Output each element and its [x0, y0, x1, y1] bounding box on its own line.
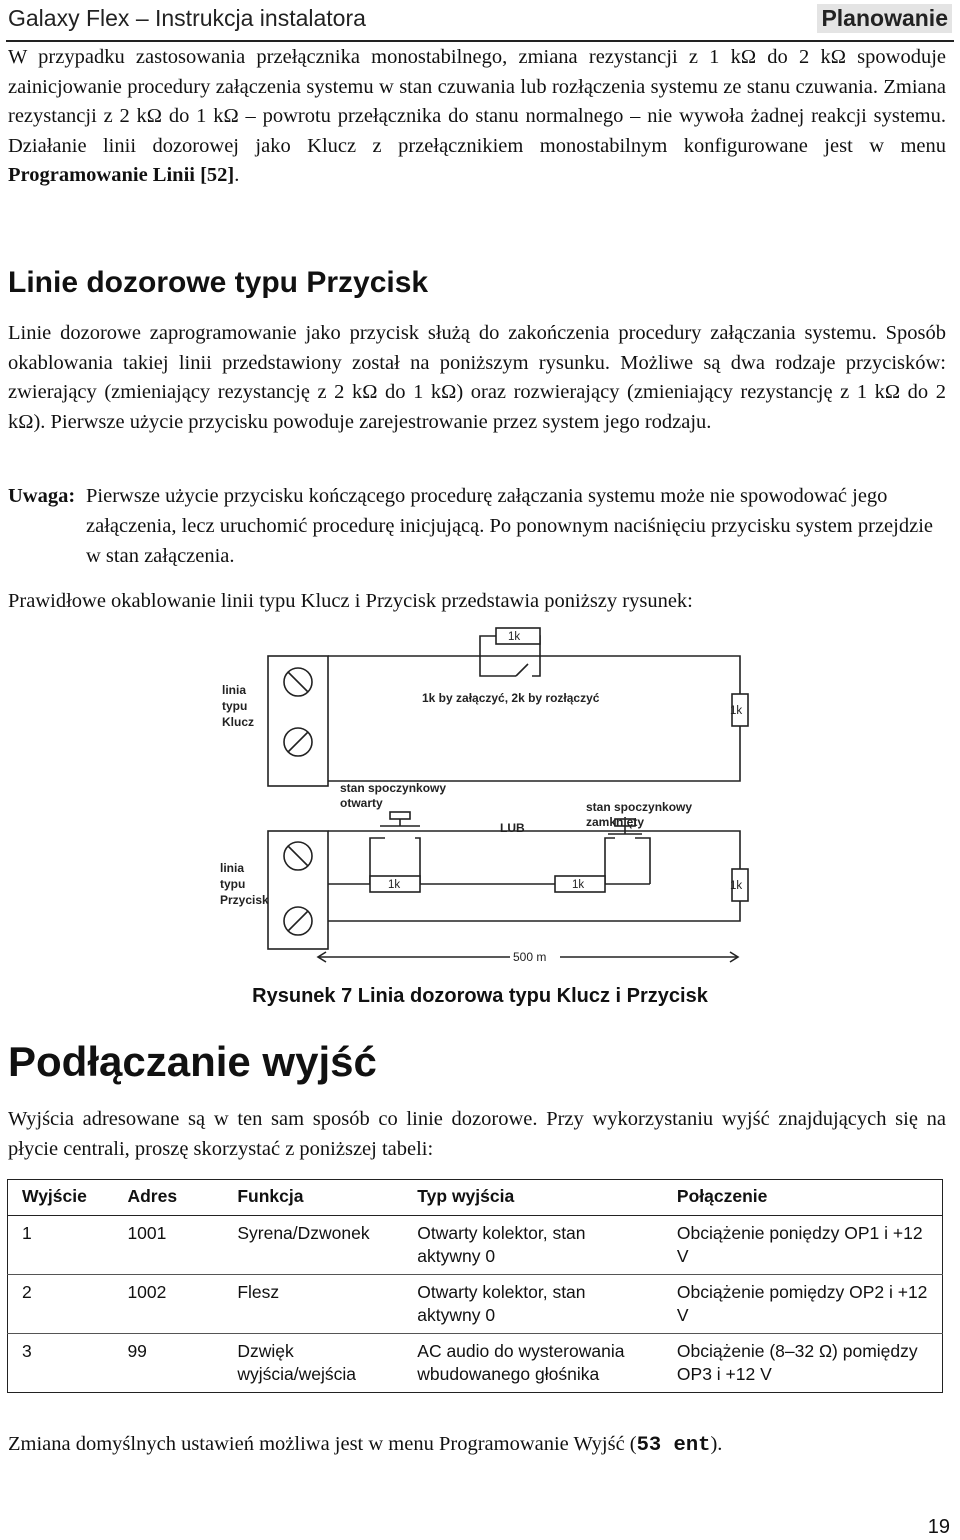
note-label: Uwaga:	[8, 485, 76, 507]
footer-note-end: ).	[710, 1433, 723, 1455]
header-rule	[6, 40, 954, 42]
outputs-table	[7, 1179, 943, 1393]
res-label: 1k	[508, 631, 521, 643]
paragraph-button: Linie dozorowe zaprogramowanie jako przycisk służą do zakończenia procedury załączania systemu. Sposób okablowania takiej linii przedstawiony został na poniższym rysunku. Możliwe są dwa rodzaje przycisków: zwierający (zmieniający rezystancję z 2 kΩ do 1 kΩ) oraz rozwierający (zmieniający rezystancję z 1 kΩ do 2 kΩ). Pierwsze użycie przycisku powoduje zarejestrowanie przez system jego rodzaju.	[8, 322, 946, 433]
col-header: Typ wyjścia	[403, 1180, 663, 1216]
or-label: LUB	[500, 821, 525, 835]
paragraph-key-switch-end: .	[234, 164, 240, 186]
paragraph-key-switch	[8, 43, 946, 191]
page-number: 19	[927, 1516, 950, 1538]
col-header: Wyjście	[8, 1180, 114, 1216]
footer-note-text: Zmiana domyślnych ustawień możliwa jest w menu Programowanie Wyjść (	[8, 1433, 637, 1455]
figure-caption: Rysunek 7 Linia dozorowa typu Klucz i Przycisk	[252, 985, 708, 1007]
terminal-block-button	[268, 831, 328, 949]
open-state-label: stan spoczynkowy otwarty	[340, 781, 447, 810]
note-text: Pierwsze użycie przycisku kończącego procedurę załączania systemu może nie spowodować jego załączenia, lecz uruchomić procedurę inicjującą. Po ponownym naciśnięciu przycisku system przejdzie w stan załączenia.	[86, 485, 933, 567]
table-cell: 3	[8, 1334, 114, 1393]
table-cell: Obciążenie poniędzy OP1 i +12 V	[676, 1223, 923, 1266]
table-cell: 2	[8, 1275, 114, 1334]
table-cell: Dzwięk wyjścia/wejścia	[223, 1334, 403, 1393]
key-note: 1k by załączyć, 2k by rozłączyć	[422, 691, 600, 705]
distance-label: 500 m	[513, 950, 547, 964]
res-label: 1k	[730, 705, 743, 717]
menu-code: 53 ent	[636, 1434, 711, 1457]
col-header: Funkcja	[223, 1180, 403, 1216]
terminal-block-key	[268, 656, 328, 786]
closed-state-label: stan spoczynkowy zamknięty	[586, 800, 693, 829]
table-row	[8, 1334, 943, 1393]
footer-note	[8, 1430, 946, 1461]
col-header: Połączenie	[663, 1180, 943, 1216]
table-cell: 99	[113, 1334, 223, 1393]
menu-reference: Programowanie Linii [52]	[8, 164, 235, 186]
paragraph-outputs: Wyjścia adresowane są w ten sam sposób co linie dozorowe. Przy wykorzystaniu wyjść znajdujących się na płycie centrali, proszę skorzystać z poniższej tabeli:	[8, 1108, 946, 1160]
table-row	[8, 1216, 943, 1275]
header-section: Planowanie	[817, 4, 952, 33]
table-cell: Obciążenie (8–32 Ω) pomiędzy OP3 i +12 V	[663, 1334, 943, 1393]
table-row	[8, 1275, 943, 1334]
table-cell: Obciążenie pomiędzy OP2 i +12 V	[663, 1275, 943, 1334]
chapter-title: Podłączanie wyjść	[8, 1038, 377, 1085]
table-cell: Syrena/Dzwonek	[237, 1223, 370, 1243]
key-line-label: linia typu Klucz	[222, 683, 255, 729]
col-header: Adres	[113, 1180, 223, 1216]
res-label: 1k	[388, 879, 401, 891]
res-label: 1k	[572, 879, 585, 891]
table-cell: 1	[22, 1223, 32, 1243]
note-block	[8, 481, 946, 571]
header-title: Galaxy Flex – Instrukcja instalatora	[8, 5, 366, 31]
table-cell: AC audio do wysterowania wbudowanego głośnika	[403, 1334, 663, 1393]
button-line-label: linia typu Przycisk	[220, 861, 269, 907]
table-header-row	[8, 1180, 943, 1216]
wiring-diagram	[210, 626, 770, 972]
switch-contact	[516, 664, 528, 676]
res-label: 1k	[730, 880, 743, 892]
section-title: Linie dozorowe typu Przycisk	[8, 266, 429, 299]
table-cell: Otwarty kolektor, stan aktywny 0	[403, 1275, 663, 1334]
table-cell: 1002	[113, 1275, 223, 1334]
table-cell: Otwarty kolektor, stan aktywny 0	[417, 1223, 586, 1266]
table-cell: Flesz	[223, 1275, 403, 1334]
table-cell: 1001	[127, 1223, 167, 1243]
diagram-intro: Prawidłowe okablowanie linii typu Klucz i Przycisk przedstawia poniższy rysunek:	[8, 590, 693, 612]
paragraph-key-switch-text: W przypadku zastosowania przełącznika monostabilnego, zmiana rezystancji z 1 kΩ do 2 kΩ spowoduje zainicjowanie procedury załączenia systemu w stan czuwania lub rozłączenia systemu ze stanu czuwania. Zmiana rezystancji z 2 kΩ do 1 kΩ – powrotu przełącznika do stanu normalnego – nie wywoła żadnej reakcji systemu. Działanie linii dozorowej jako Klucz z przełącznikiem monostabilnym konfigurowane jest w menu	[8, 46, 946, 157]
